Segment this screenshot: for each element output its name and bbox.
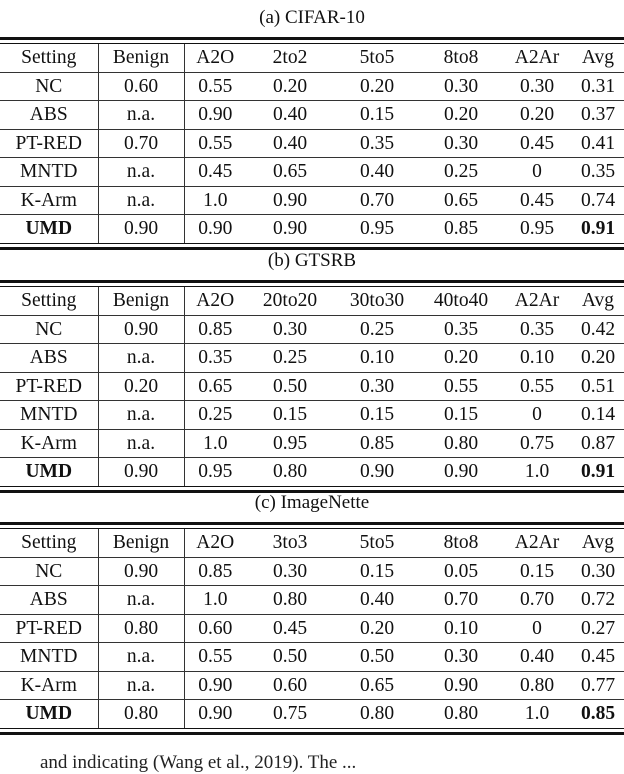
column-header: 20to20: [246, 287, 334, 315]
table-cell: 1.0: [524, 703, 550, 725]
table-cell: 0.95: [198, 461, 233, 483]
table-cell: 0.10: [502, 344, 572, 373]
table-cell: 0.90: [184, 671, 246, 700]
column-header: 30to30: [334, 287, 420, 315]
table-cell: 0.20: [334, 614, 420, 643]
table-cell: 0.30: [420, 72, 502, 101]
table-cell: 0.20: [420, 101, 502, 130]
table-cell: 0.65: [246, 158, 334, 187]
row-label: K-Arm: [0, 186, 98, 215]
table-cell: n.a.: [98, 158, 184, 187]
table-rule: [0, 522, 624, 525]
table-cell: n.a.: [98, 429, 184, 458]
row-label: PT-RED: [0, 614, 98, 643]
column-header: 5to5: [334, 44, 420, 72]
table-cell: 0.45: [502, 129, 572, 158]
table-cell: 0.75: [502, 429, 572, 458]
column-header: A2O: [184, 529, 246, 557]
table-cell: 0.31: [572, 72, 624, 101]
row-label: PT-RED: [0, 372, 98, 401]
results-table: [0, 529, 624, 728]
table-cell: 0.45: [246, 614, 334, 643]
table-cell: 0.85: [334, 429, 420, 458]
row-label: K-Arm: [0, 671, 98, 700]
table-cell: n.a.: [98, 101, 184, 130]
table-cell: 1.0: [184, 586, 246, 615]
table-rule: [0, 243, 624, 244]
table-cell: 0.70: [502, 586, 572, 615]
table-row: [0, 215, 624, 243]
table-cell: 0.20: [502, 101, 572, 130]
table-cell: 1.0: [184, 186, 246, 215]
results-table: [0, 287, 624, 486]
table-row: [0, 129, 624, 158]
table-cell: 0.40: [246, 101, 334, 130]
table-cell: 0.85: [184, 557, 246, 586]
table-cell: 0.60: [184, 614, 246, 643]
table-row: [0, 344, 624, 373]
column-header: Avg: [572, 287, 624, 315]
table-cell: 0.95: [359, 218, 395, 240]
table-rule: [0, 37, 624, 40]
header-row: [0, 44, 624, 72]
table-cell: n.a.: [98, 344, 184, 373]
table-cell: 0.45: [184, 158, 246, 187]
column-header: A2O: [184, 44, 246, 72]
table-cell: 1.0: [524, 461, 550, 483]
table-cell: 0.35: [502, 315, 572, 344]
table-cell: 0.80: [420, 429, 502, 458]
table-cell: 0.25: [184, 401, 246, 430]
table-cell: 0.55: [184, 129, 246, 158]
table-cell: 0.85: [184, 315, 246, 344]
table-cell: 0.95: [246, 429, 334, 458]
table-cell: n.a.: [98, 186, 184, 215]
table-cell: 0.20: [420, 344, 502, 373]
table-cell: 0.50: [334, 643, 420, 672]
table-row: [0, 401, 624, 430]
table-cell: 0.90: [98, 215, 184, 243]
table-cell: 0.55: [184, 643, 246, 672]
table-cell: 0.37: [572, 101, 624, 130]
table-cell: 0.35: [572, 158, 624, 187]
row-label: ABS: [0, 344, 98, 373]
table-cell: 0.20: [246, 72, 334, 101]
table-cell: 0.87: [572, 429, 624, 458]
table-rule: [0, 728, 624, 729]
table-cell: 0.80: [98, 614, 184, 643]
table-row: [0, 614, 624, 643]
table-cell: 0.35: [184, 344, 246, 373]
header-row: [0, 529, 624, 557]
table-cell: 0.30: [334, 372, 420, 401]
table-cell: 0.15: [246, 401, 334, 430]
table-cell: 0.70: [334, 186, 420, 215]
table-cell: 0.60: [98, 72, 184, 101]
table-cell: 0.90: [98, 458, 184, 486]
table-cell: 0.45: [572, 643, 624, 672]
table-cell: 0.20: [572, 344, 624, 373]
table-row: [0, 158, 624, 187]
table-cell: 0: [502, 158, 572, 187]
column-header: Setting: [0, 529, 98, 557]
table-row: [0, 429, 624, 458]
table-cell: 0.90: [198, 218, 233, 240]
table-cell: 0.60: [246, 671, 334, 700]
table-row: [0, 700, 624, 728]
table-cell: 0.91: [580, 461, 616, 483]
column-header: 40to40: [420, 287, 502, 315]
body-text-fragment: and indicating (Wang et al., 2019). The ...: [40, 752, 357, 773]
table-block: [0, 248, 624, 493]
table-cell: 0: [502, 401, 572, 430]
table-block: [0, 490, 624, 735]
table-cell: 0.15: [334, 557, 420, 586]
table-cell: 0.95: [519, 218, 555, 240]
table-cell: 0.05: [420, 557, 502, 586]
header-row: [0, 287, 624, 315]
row-label: MNTD: [0, 643, 98, 672]
table-cell: 0.55: [184, 72, 246, 101]
table-cell: 0.15: [334, 401, 420, 430]
table-cell: 0.65: [184, 372, 246, 401]
table-rule: [0, 486, 624, 487]
table-cell: 0.90: [184, 101, 246, 130]
table-cell: 0.85: [443, 218, 479, 240]
table-cell: 0.20: [98, 372, 184, 401]
table-row: [0, 72, 624, 101]
table-cell: 0.65: [334, 671, 420, 700]
table-cell: 0.80: [246, 586, 334, 615]
table-cell: 0.75: [272, 703, 308, 725]
table-cell: n.a.: [98, 643, 184, 672]
table-row: [0, 643, 624, 672]
row-label: ABS: [0, 101, 98, 130]
table-cell: 0.45: [502, 186, 572, 215]
row-label: UMD: [0, 458, 98, 486]
column-header: Benign: [98, 287, 184, 315]
column-header: Avg: [572, 44, 624, 72]
table-rule: [0, 280, 624, 283]
table-cell: 0.30: [420, 643, 502, 672]
table-caption: (c) ImageNette: [254, 492, 370, 513]
column-header: 5to5: [334, 529, 420, 557]
table-cell: 0.72: [572, 586, 624, 615]
table-caption: (b) GTSRB: [267, 250, 357, 271]
column-header: 3to3: [246, 529, 334, 557]
table-cell: 0.85: [580, 703, 616, 725]
column-header: A2Ar: [502, 44, 572, 72]
table-cell: 0.40: [334, 158, 420, 187]
table-cell: 0.25: [420, 158, 502, 187]
table-cell: 0.42: [572, 315, 624, 344]
table-cell: n.a.: [98, 401, 184, 430]
column-header: Setting: [0, 287, 98, 315]
table-cell: 0.55: [420, 372, 502, 401]
table-cell: 0.90: [98, 315, 184, 344]
table-cell: 0.27: [572, 614, 624, 643]
table-cell: 0.91: [580, 218, 616, 240]
column-header: Setting: [0, 44, 98, 72]
row-label: MNTD: [0, 158, 98, 187]
table-cell: 0.15: [420, 401, 502, 430]
table-cell: 0.90: [359, 461, 395, 483]
table-cell: 0.90: [443, 461, 479, 483]
table-cell: n.a.: [98, 671, 184, 700]
table-cell: 0.35: [334, 129, 420, 158]
table-cell: 0.90: [98, 557, 184, 586]
column-header: A2Ar: [502, 287, 572, 315]
table-cell: 0.30: [502, 72, 572, 101]
table-cell: 0.30: [572, 557, 624, 586]
column-header: 2to2: [246, 44, 334, 72]
results-table: [0, 44, 624, 243]
table-cell: 1.0: [184, 429, 246, 458]
row-label: MNTD: [0, 401, 98, 430]
table-caption: (a) CIFAR-10: [259, 7, 365, 28]
table-row: [0, 186, 624, 215]
column-header: Benign: [98, 44, 184, 72]
table-cell: 0.40: [502, 643, 572, 672]
table-cell: 0.80: [98, 700, 184, 728]
table-cell: 0.40: [246, 129, 334, 158]
table-cell: 0.20: [334, 72, 420, 101]
column-header: Avg: [572, 529, 624, 557]
row-label: ABS: [0, 586, 98, 615]
table-cell: 0.40: [334, 586, 420, 615]
table-row: [0, 315, 624, 344]
table-cell: 0.74: [572, 186, 624, 215]
table-cell: 0.77: [572, 671, 624, 700]
table-cell: 0.90: [272, 218, 308, 240]
table-cell: 0.25: [334, 315, 420, 344]
table-cell: 0.80: [502, 671, 572, 700]
table-cell: 0.14: [572, 401, 624, 430]
table-row: [0, 586, 624, 615]
column-header: 8to8: [420, 529, 502, 557]
table-row: [0, 372, 624, 401]
table-rule: [0, 732, 624, 735]
table-row: [0, 101, 624, 130]
table-cell: 0.41: [572, 129, 624, 158]
table-cell: 0.15: [334, 101, 420, 130]
column-header: 8to8: [420, 44, 502, 72]
table-cell: 0.35: [420, 315, 502, 344]
table-cell: 0.80: [359, 703, 395, 725]
table-row: [0, 671, 624, 700]
table-block: [0, 5, 624, 250]
column-header: A2Ar: [502, 529, 572, 557]
column-header: Benign: [98, 529, 184, 557]
table-cell: n.a.: [98, 586, 184, 615]
row-label: NC: [0, 72, 98, 101]
table-cell: 0: [502, 614, 572, 643]
table-cell: 0.55: [502, 372, 572, 401]
table-cell: 0.90: [246, 186, 334, 215]
row-label: UMD: [0, 700, 98, 728]
row-label: NC: [0, 315, 98, 344]
table-cell: 0.30: [420, 129, 502, 158]
row-label: K-Arm: [0, 429, 98, 458]
table-cell: 0.90: [198, 703, 233, 725]
table-cell: 0.25: [246, 344, 334, 373]
table-cell: 0.50: [246, 372, 334, 401]
row-label: UMD: [0, 215, 98, 243]
table-cell: 0.50: [246, 643, 334, 672]
row-label: PT-RED: [0, 129, 98, 158]
table-cell: 0.80: [272, 461, 308, 483]
table-cell: 0.51: [572, 372, 624, 401]
table-cell: 0.70: [420, 586, 502, 615]
column-header: A2O: [184, 287, 246, 315]
row-label: NC: [0, 557, 98, 586]
table-row: [0, 458, 624, 486]
table-cell: 0.70: [98, 129, 184, 158]
table-cell: 0.10: [420, 614, 502, 643]
table-cell: 0.30: [246, 315, 334, 344]
table-cell: 0.90: [420, 671, 502, 700]
table-row: [0, 557, 624, 586]
table-cell: 0.10: [334, 344, 420, 373]
table-cell: 0.80: [443, 703, 479, 725]
table-cell: 0.15: [502, 557, 572, 586]
table-cell: 0.65: [420, 186, 502, 215]
table-cell: 0.30: [246, 557, 334, 586]
